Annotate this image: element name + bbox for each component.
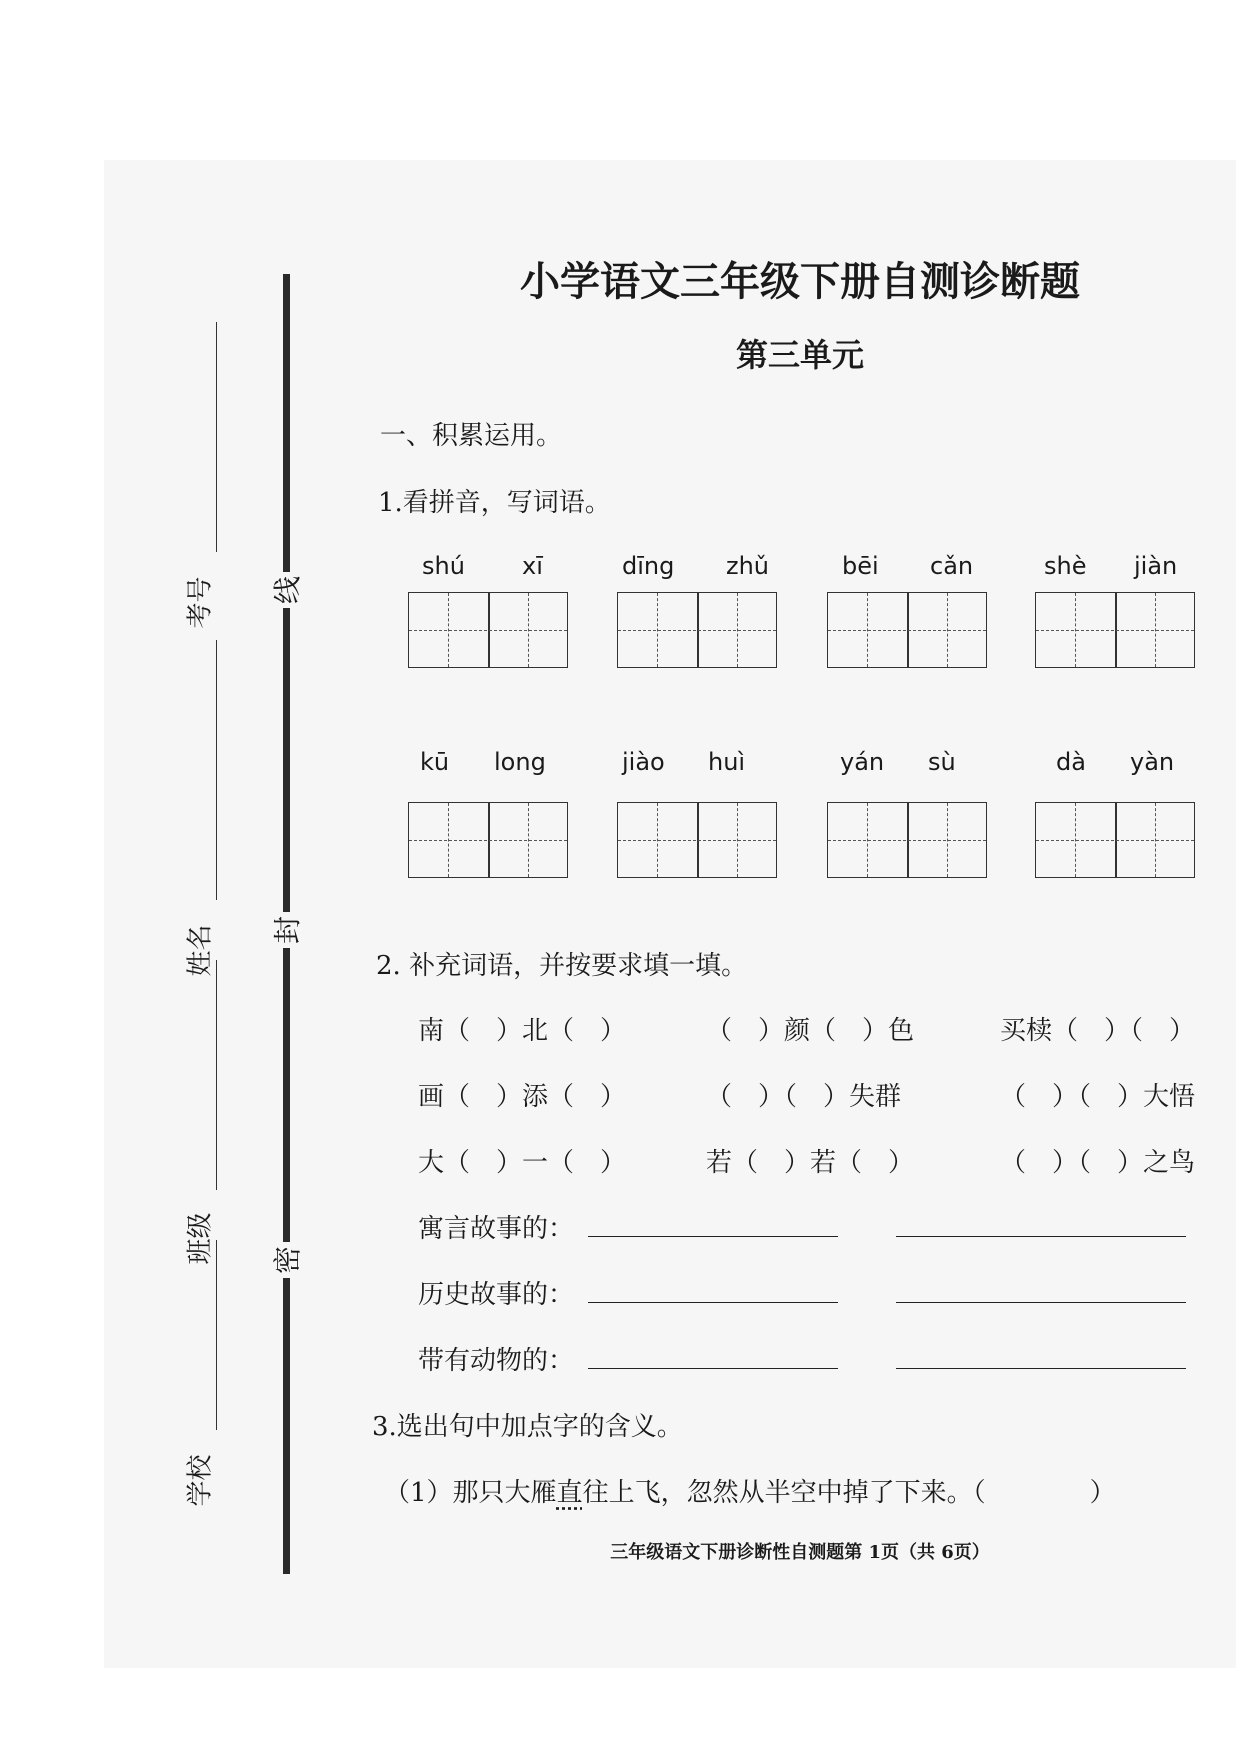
seal-word-seal: 封 [266, 912, 306, 948]
question-1-prompt: 1.看拼音，写词语。 [378, 488, 611, 518]
unit-title: 第三单元 [735, 336, 864, 374]
label-name: 姓名 [185, 924, 216, 977]
answer-blank[interactable] [588, 1236, 838, 1237]
answer-blank[interactable] [588, 1368, 838, 1369]
pinyin: jiàn [1134, 552, 1178, 580]
pinyin: dīng [622, 552, 675, 580]
binding-rule-4 [216, 1240, 217, 1430]
binding-rule-3 [216, 960, 217, 1190]
idiom-fill[interactable]: 若（ ）若（ ） [706, 1148, 915, 1178]
idiom-fill[interactable]: （ ）（ ）之鸟 [1000, 1148, 1196, 1178]
label-school: 学校 [185, 1454, 216, 1507]
writing-grid[interactable] [408, 592, 568, 668]
writing-grid[interactable] [1035, 592, 1195, 668]
pinyin: xī [522, 552, 543, 580]
pinyin: zhǔ [726, 552, 770, 580]
pinyin: bēi [842, 552, 879, 580]
idiom-fill[interactable]: 大（ ）一（ ） [418, 1148, 627, 1178]
pinyin: jiào [622, 748, 665, 776]
answer-blank[interactable] [588, 1302, 838, 1303]
idiom-fill[interactable]: 买椟（ ）（ ） [1000, 1016, 1196, 1046]
label-exam-number: 考号 [185, 576, 216, 629]
question-3-item-1 [384, 1472, 1116, 1509]
pinyin: huì [708, 748, 746, 776]
writing-grid[interactable] [617, 802, 777, 878]
item-text-pre: （1）那只大雁 [384, 1478, 557, 1508]
idiom-fill[interactable]: （ ）颜（ ）色 [706, 1016, 915, 1046]
writing-grid[interactable] [827, 802, 987, 878]
page-title: 小学语文三年级下册自测诊断题 [520, 258, 1080, 305]
pinyin: dà [1056, 748, 1086, 776]
category-label: 寓言故事的： [418, 1214, 575, 1244]
writing-grid[interactable] [1035, 802, 1195, 878]
pinyin: shè [1044, 552, 1087, 580]
idiom-fill[interactable]: （ ）（ ）大悟 [1000, 1082, 1196, 1112]
item-text-post: 往上飞，忽然从半空中掉了下来。（ ） [582, 1478, 1116, 1508]
writing-grid[interactable] [617, 592, 777, 668]
idiom-fill[interactable]: 画（ ）添（ ） [418, 1082, 627, 1112]
pinyin: yán [840, 748, 885, 776]
question-3-prompt: 3.选出句中加点字的含义。 [372, 1412, 683, 1442]
answer-blank[interactable] [896, 1368, 1186, 1369]
page-footer: 三年级语文下册诊断性自测题第 1页（共 6页） [610, 1542, 990, 1563]
pinyin: sù [928, 748, 956, 776]
answer-blank[interactable] [896, 1302, 1186, 1303]
pinyin: long [494, 748, 546, 776]
idiom-fill[interactable]: 南（ ）北（ ） [418, 1016, 627, 1046]
section-heading: 一、积累运用。 [380, 421, 563, 451]
pinyin: kū [420, 748, 450, 776]
seal-word-secret: 密 [266, 1242, 306, 1278]
seal-word-line: 线 [266, 572, 306, 608]
category-label: 带有动物的： [418, 1346, 575, 1376]
label-class: 班级 [185, 1212, 216, 1265]
category-label: 历史故事的： [418, 1280, 575, 1310]
idiom-fill[interactable]: （ ）（ ）失群 [706, 1082, 902, 1112]
binding-rule-2 [216, 640, 217, 900]
writing-grid[interactable] [827, 592, 987, 668]
pinyin: cǎn [930, 552, 974, 580]
pinyin: shú [422, 552, 465, 580]
question-2-prompt: 2. 补充词语，并按要求填一填。 [376, 951, 748, 981]
dotted-character: 直 [556, 1478, 583, 1508]
answer-blank[interactable] [896, 1236, 1186, 1237]
writing-grid[interactable] [408, 802, 568, 878]
binding-rule-1 [216, 322, 217, 552]
pinyin: yàn [1130, 748, 1175, 776]
